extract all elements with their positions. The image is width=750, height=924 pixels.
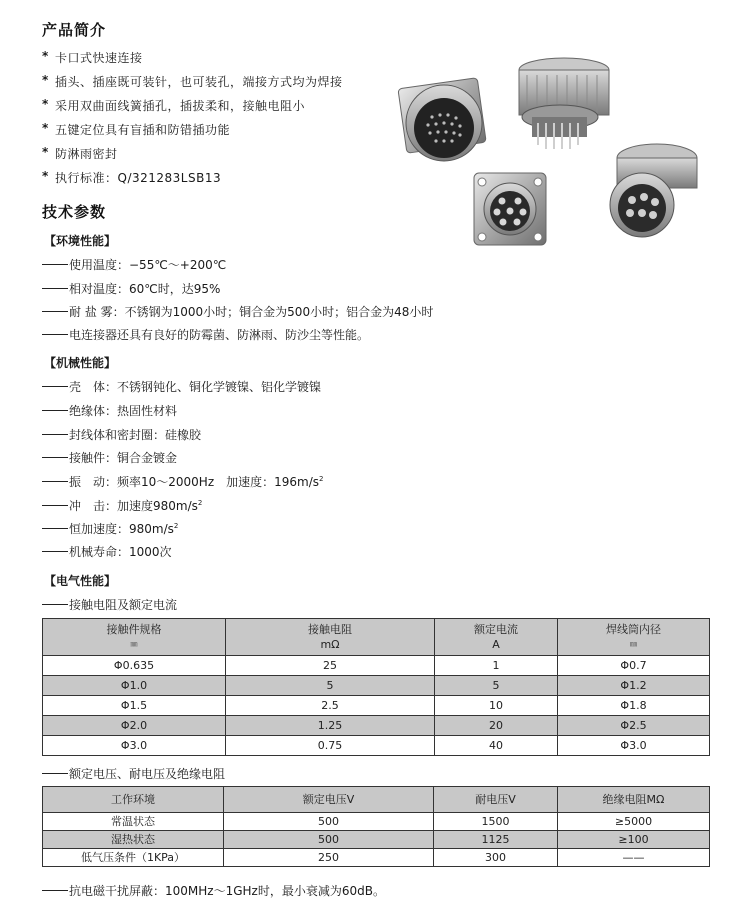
connector-receptacle-7-pin — [474, 173, 546, 245]
dash-icon — [42, 288, 68, 289]
dash-icon — [42, 457, 68, 458]
table-cell: Φ3.0 — [558, 736, 710, 756]
dash-icon — [42, 890, 68, 891]
intro-title: 产品简介 — [42, 21, 107, 39]
dash-icon — [42, 264, 68, 265]
column-header: 绝缘电阻MΩ — [558, 787, 710, 813]
table-cell: Φ1.2 — [558, 676, 710, 696]
connector-photos-image — [392, 45, 712, 250]
bullet-text: 执行标准：Q/321283LSB13 — [55, 171, 222, 185]
column-header: 接触电阻 mΩ — [226, 619, 435, 656]
dash-icon — [42, 773, 68, 774]
table-header-row — [43, 787, 710, 813]
table-cell: 500 — [224, 831, 434, 849]
dash-icon — [42, 528, 68, 529]
table-cell: ≥100 — [558, 831, 710, 849]
table-row — [43, 813, 710, 831]
list-item — [0, 97, 400, 115]
table-cell: ≥5000 — [558, 813, 710, 831]
environment-heading: 【环境性能】 — [44, 234, 117, 248]
table-cell: Φ1.5 — [43, 696, 226, 716]
table-cell: 湿热状态 — [43, 831, 224, 849]
table-cell: 2.5 — [226, 696, 435, 716]
table-row — [43, 736, 710, 756]
table-cell: 20 — [435, 716, 558, 736]
table-row — [43, 831, 710, 849]
dash-icon — [42, 551, 68, 552]
shock-line: 冲 击：加速度$980m/s^2$ — [42, 497, 202, 514]
table-row — [43, 716, 710, 736]
constant-acceleration-line: 恒加速度：$980m/s^2$ — [42, 520, 178, 537]
dash-icon — [42, 505, 68, 506]
dash-icon — [42, 386, 68, 387]
bullet-marker-icon: * — [42, 121, 49, 135]
table-cell: Φ2.0 — [43, 716, 226, 736]
table-cell: 5 — [226, 676, 435, 696]
table-cell: 500 — [224, 813, 434, 831]
dash-icon — [42, 481, 68, 482]
table-cell: 1500 — [434, 813, 558, 831]
tech-title: 技术参数 — [42, 203, 107, 221]
table-row — [43, 656, 710, 676]
connector-plug-large-pin — [610, 144, 697, 237]
table-cell: —— — [558, 849, 710, 867]
mechanical-heading: 【机械性能】 — [44, 356, 117, 370]
mechanical-line: 封线体和密封圈：硅橡胶 — [42, 426, 201, 443]
list-item — [0, 49, 400, 67]
table-cell: Φ1.8 — [558, 696, 710, 716]
dash-icon — [42, 311, 68, 312]
table-cell: 1 — [435, 656, 558, 676]
dash-icon — [42, 434, 68, 435]
bullet-marker-icon: * — [42, 145, 49, 159]
column-header: 耐电压V — [434, 787, 558, 813]
table2-title: 额定电压、耐电压及绝缘电阻 — [42, 765, 225, 782]
environment-line: 相对温度：60℃时，达95% — [42, 280, 220, 297]
column-header: 焊线筒内径 ㎜ — [558, 619, 710, 656]
table-cell: 常温状态 — [43, 813, 224, 831]
table-cell: 300 — [434, 849, 558, 867]
dash-icon — [42, 334, 68, 335]
dash-icon — [42, 604, 68, 605]
contact-resistance-table — [42, 618, 710, 756]
bullet-marker-icon: * — [42, 49, 49, 63]
mechanical-line: 接触件：铜合金镀金 — [42, 449, 177, 466]
table-cell: 40 — [435, 736, 558, 756]
table-row — [43, 849, 710, 867]
table-cell: Φ2.5 — [558, 716, 710, 736]
mechanical-line: 绝缘体：热固性材料 — [42, 402, 177, 419]
column-header: 额定电压V — [224, 787, 434, 813]
connector-receptacle-multi-pin — [398, 78, 486, 161]
bullet-marker-icon: * — [42, 97, 49, 111]
list-item — [0, 121, 400, 139]
table-cell: 25 — [226, 656, 435, 676]
bullet-text: 卡口式快速连接 — [55, 51, 143, 65]
table-row — [43, 696, 710, 716]
column-header: 额定电流 A — [435, 619, 558, 656]
table-cell: Φ0.7 — [558, 656, 710, 676]
table-header-row — [43, 619, 710, 656]
table-cell: 低气压条件（1KPa） — [43, 849, 224, 867]
bullet-text: 采用双曲面线簧插孔，插拔柔和，接触电阻小 — [55, 99, 306, 113]
mechanical-line: 壳 体：不锈钢钝化、铜化学镀镍、铝化学镀镍 — [42, 378, 321, 395]
table-cell: 10 — [435, 696, 558, 716]
environment-line: 电连接器还具有良好的防霉菌、防淋雨、防沙尘等性能。 — [42, 326, 369, 343]
bullet-text: 防淋雨密封 — [55, 147, 118, 161]
bullet-text: 插头、插座既可装针，也可装孔，端接方式均为焊接 — [55, 75, 343, 89]
dash-icon — [42, 410, 68, 411]
column-header: 接触件规格 ㎜ — [43, 619, 226, 656]
table-row — [43, 676, 710, 696]
electrical-heading: 【电气性能】 — [44, 574, 117, 588]
table1-title: 接触电阻及额定电流 — [42, 596, 177, 613]
emi-shielding-line: 抗电磁干扰屏蔽：100MHz～1GHz时，最小衰减为60dB。 — [42, 882, 385, 899]
list-item — [0, 145, 400, 163]
environment-line: 耐 盐 雾：不锈钢为1000小时；铜合金为500小时；铝合金为48小时 — [42, 303, 433, 320]
table-cell: Φ3.0 — [43, 736, 226, 756]
list-item — [0, 73, 400, 91]
table-cell: 0.75 — [226, 736, 435, 756]
table-cell: 1125 — [434, 831, 558, 849]
environment-line: 使用温度：−55℃～+200℃ — [42, 256, 226, 273]
bullet-marker-icon: * — [42, 73, 49, 87]
product-photos — [392, 45, 712, 250]
table-cell: 1.25 — [226, 716, 435, 736]
table-cell: Φ0.635 — [43, 656, 226, 676]
bullet-text: 五键定位具有盲插和防错插功能 — [55, 123, 231, 137]
list-item — [0, 169, 400, 187]
table-cell: 5 — [435, 676, 558, 696]
connector-plug-knurled — [519, 58, 609, 149]
column-header: 工作环境 — [43, 787, 224, 813]
mechanical-life-line: 机械寿命：1000次 — [42, 543, 172, 560]
table-cell: Φ1.0 — [43, 676, 226, 696]
voltage-insulation-table — [42, 786, 710, 867]
table-cell: 250 — [224, 849, 434, 867]
bullet-marker-icon: * — [42, 169, 49, 183]
vibration-line: 振 动：频率10～2000Hz 加速度：$196m/s^2$ — [42, 473, 324, 490]
